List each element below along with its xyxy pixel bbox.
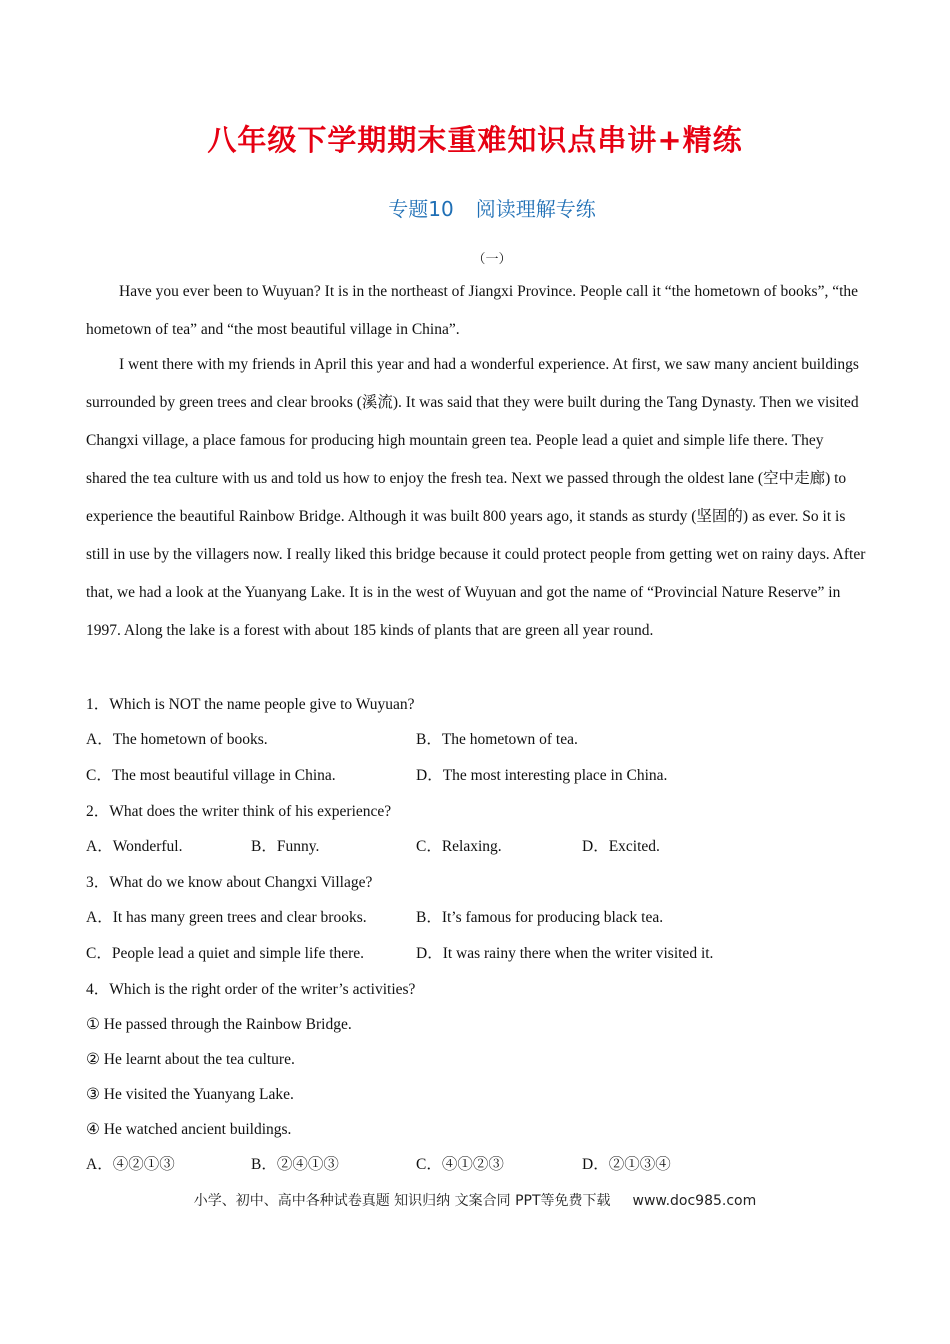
question-4-item-3: ③ He visited the Yuanyang Lake.: [86, 1086, 294, 1103]
question-3-option-b[interactable]: B．It’s famous for producing black tea.: [416, 909, 664, 926]
topic-number: 专题10: [388, 197, 454, 221]
question-4-option-b[interactable]: B．②④①③: [251, 1156, 339, 1173]
question-4-stem: 4．Which is the right order of the writer’s activities?: [86, 981, 416, 998]
question-2-option-d[interactable]: D．Excited.: [582, 838, 660, 855]
footer-text: 小学、初中、高中各种试卷真题 知识归纳 文案合同 PPT等免费下载: [193, 1193, 611, 1209]
page-title: 八年级下学期期末重难知识点串讲+精练: [207, 123, 743, 157]
question-3-option-c[interactable]: C．People lead a quiet and simple life there.: [86, 945, 365, 962]
question-1-option-d[interactable]: D．The most interesting place in China.: [416, 767, 668, 784]
question-4-item-2: ② He learnt about the tea culture.: [86, 1051, 295, 1068]
question-1-option-a[interactable]: A．The hometown of books.: [86, 731, 268, 748]
question-4-item-4: ④ He watched ancient buildings.: [86, 1121, 292, 1138]
question-1-option-b[interactable]: B．The hometown of tea.: [416, 731, 578, 748]
question-2-option-b[interactable]: B．Funny.: [251, 838, 320, 855]
topic-name: 阅读理解专练: [475, 197, 596, 221]
passage-paragraph-1: [86, 273, 866, 349]
question-3-stem: 3．What do we know about Changxi Village?: [86, 874, 373, 891]
question-2-stem: 2．What does the writer think of his experience?: [86, 803, 392, 820]
passage-text-2: I went there with my friends in April this year and had a wonderful experience. At first, we saw many ancient buildings surrounded by green trees and clear brooks (溪流). It was said that they were built during the Tang Dynasty. Then we visited Changxi village, a place famous for producing high mountain green tea. People lead a quiet and simple life there. They shared the tea culture with us and told us how to enjoy the fresh tea. Next we passed through the oldest lane (空中走廊) to experience the beautiful Rainbow Bridge. Although it was built 800 years ago, it stands as sturdy (坚固的) as ever. So it is still in use by the villagers now. I really liked this bridge because it could protect people from getting wet on rainy days. After that, we had a look at the Yuanyang Lake. It is in the west of Wuyuan and got the name of “Provincial Nature Reserve” in 1997. Along the lake is a forest with about 185 kinds of plants that are green all year round.: [86, 356, 866, 639]
question-3-option-d[interactable]: D．It was rainy there when the writer visited it.: [416, 945, 714, 962]
footer-url-link[interactable]: www.doc985.com: [632, 1193, 757, 1209]
page-footer: [0, 1190, 950, 1210]
question-1-stem: 1．Which is NOT the name people give to Wuyuan?: [86, 696, 415, 713]
section-label: （一）: [472, 251, 512, 266]
question-4-item-1: ① He passed through the Rainbow Bridge.: [86, 1016, 352, 1033]
topic-subtitle: [0, 193, 950, 222]
question-2-option-c[interactable]: C．Relaxing.: [416, 838, 502, 855]
question-1-option-c[interactable]: C．The most beautiful village in China.: [86, 767, 336, 784]
question-4-option-c[interactable]: C．④①②③: [416, 1156, 504, 1173]
question-2-option-a[interactable]: A．Wonderful.: [86, 838, 183, 855]
question-4-option-a[interactable]: A．④②①③: [86, 1156, 175, 1173]
passage-paragraph-2: [86, 346, 866, 650]
question-3-option-a[interactable]: A．It has many green trees and clear brooks.: [86, 909, 367, 926]
question-4-option-d[interactable]: D．②①③④: [582, 1156, 671, 1173]
passage-text-1: Have you ever been to Wuyuan? It is in the northeast of Jiangxi Province. People call it “the hometown of books”, “the hometown of tea” and “the most beautiful village in China”.: [86, 283, 859, 338]
